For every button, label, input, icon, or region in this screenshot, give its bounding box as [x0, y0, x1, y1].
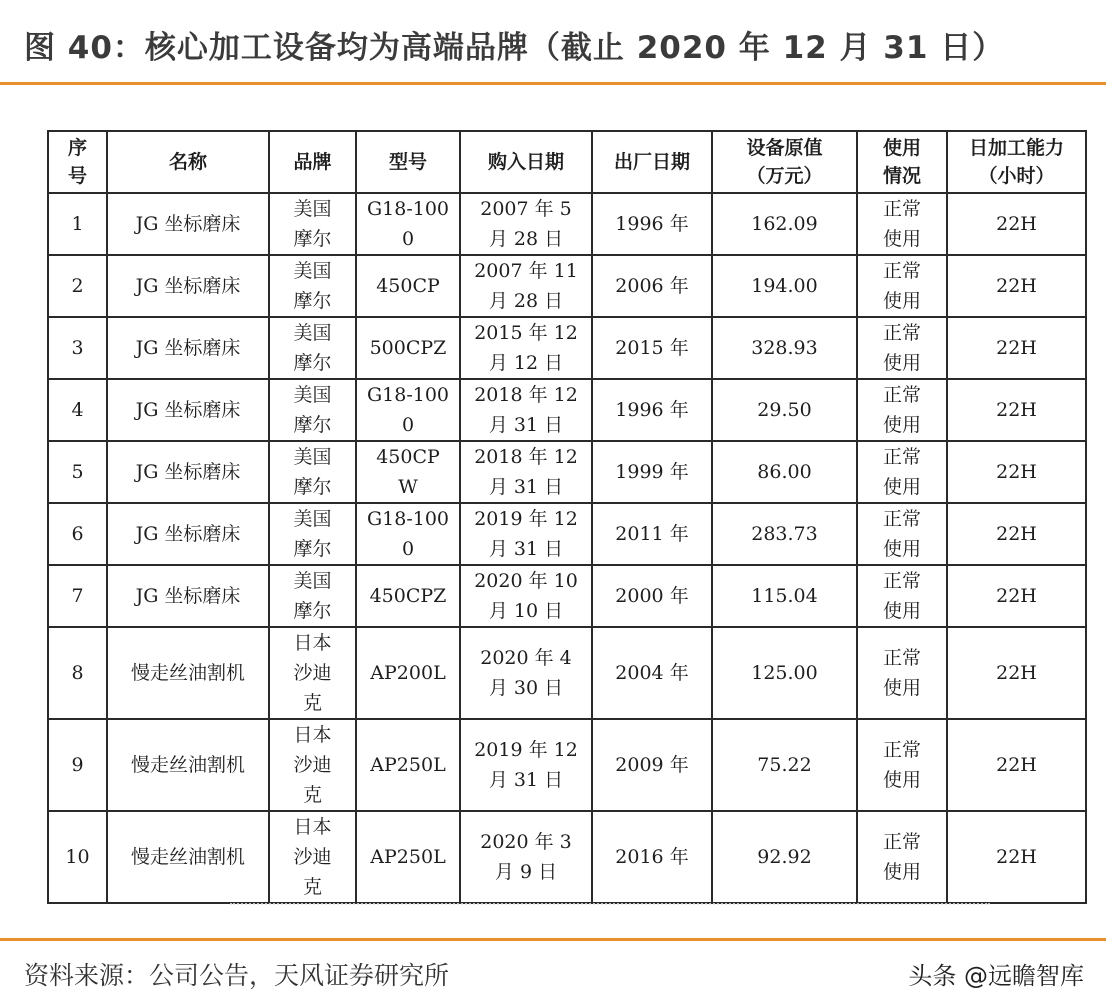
- cell-model: AP200L: [356, 627, 460, 719]
- cell-seq: 5: [48, 441, 107, 503]
- cell-brand: 美国 摩尔: [269, 379, 356, 441]
- cell-daily-capacity: 22H: [947, 811, 1086, 903]
- table-row: [48, 441, 1086, 503]
- cell-factory-date: 2000 年: [592, 565, 712, 627]
- cell-seq: 1: [48, 193, 107, 255]
- cell-factory-date: 1996 年: [592, 379, 712, 441]
- cell-original-value: 125.00: [712, 627, 857, 719]
- cell-daily-capacity: 22H: [947, 441, 1086, 503]
- cell-name: JG 坐标磨床: [107, 441, 269, 503]
- header-brand: 品牌: [269, 131, 356, 193]
- header-daily-capacity: 日加工能力 （小时）: [947, 131, 1086, 193]
- cell-original-value: 283.73: [712, 503, 857, 565]
- table-row: [48, 379, 1086, 441]
- cell-purchase-date: 2020 年 4 月 30 日: [460, 627, 592, 719]
- cell-name: 慢走丝油割机: [107, 811, 269, 903]
- cell-brand: 日本 沙迪 克: [269, 811, 356, 903]
- table-row: [48, 811, 1086, 903]
- cell-original-value: 29.50: [712, 379, 857, 441]
- header-name: 名称: [107, 131, 269, 193]
- cell-original-value: 115.04: [712, 565, 857, 627]
- cell-original-value: 86.00: [712, 441, 857, 503]
- cell-daily-capacity: 22H: [947, 565, 1086, 627]
- bottom-divider: [0, 938, 1106, 941]
- cell-purchase-date: 2007 年 5 月 28 日: [460, 193, 592, 255]
- header-factory-date: 出厂日期: [592, 131, 712, 193]
- cell-usage: 正常 使用: [857, 193, 947, 255]
- cell-daily-capacity: 22H: [947, 503, 1086, 565]
- cell-factory-date: 1999 年: [592, 441, 712, 503]
- faded-scan-line: [230, 903, 990, 915]
- top-divider: [0, 82, 1106, 85]
- table-body: [48, 193, 1086, 903]
- cell-usage: 正常 使用: [857, 317, 947, 379]
- cell-factory-date: 2015 年: [592, 317, 712, 379]
- cell-name: 慢走丝油割机: [107, 627, 269, 719]
- cell-factory-date: 2016 年: [592, 811, 712, 903]
- page-title: 图 40：核心加工设备均为高端品牌（截止 2020 年 12 月 31 日）: [24, 30, 1005, 66]
- cell-purchase-date: 2020 年 10 月 10 日: [460, 565, 592, 627]
- cell-name: JG 坐标磨床: [107, 379, 269, 441]
- cell-name: 慢走丝油割机: [107, 719, 269, 811]
- header-purchase-date: 购入日期: [460, 131, 592, 193]
- watermark: 头条 @远瞻智库: [908, 962, 1084, 990]
- header-model: 型号: [356, 131, 460, 193]
- table-row: [48, 627, 1086, 719]
- cell-brand: 日本 沙迪 克: [269, 719, 356, 811]
- cell-usage: 正常 使用: [857, 719, 947, 811]
- cell-daily-capacity: 22H: [947, 379, 1086, 441]
- cell-seq: 8: [48, 627, 107, 719]
- table-row: [48, 503, 1086, 565]
- cell-seq: 2: [48, 255, 107, 317]
- cell-usage: 正常 使用: [857, 379, 947, 441]
- cell-seq: 6: [48, 503, 107, 565]
- cell-name: JG 坐标磨床: [107, 193, 269, 255]
- cell-seq: 9: [48, 719, 107, 811]
- cell-seq: 7: [48, 565, 107, 627]
- cell-usage: 正常 使用: [857, 441, 947, 503]
- cell-original-value: 162.09: [712, 193, 857, 255]
- cell-brand: 美国 摩尔: [269, 255, 356, 317]
- cell-daily-capacity: 22H: [947, 627, 1086, 719]
- source-note: 资料来源：公司公告，天风证券研究所: [24, 961, 450, 990]
- cell-brand: 美国 摩尔: [269, 503, 356, 565]
- cell-seq: 3: [48, 317, 107, 379]
- cell-factory-date: 2009 年: [592, 719, 712, 811]
- cell-purchase-date: 2020 年 3 月 9 日: [460, 811, 592, 903]
- table-header-row: [48, 131, 1086, 193]
- cell-purchase-date: 2007 年 11 月 28 日: [460, 255, 592, 317]
- cell-factory-date: 2006 年: [592, 255, 712, 317]
- cell-model: 450CPZ: [356, 565, 460, 627]
- table-row: [48, 193, 1086, 255]
- cell-daily-capacity: 22H: [947, 255, 1086, 317]
- header-seq: 序 号: [48, 131, 107, 193]
- header-usage: 使用 情况: [857, 131, 947, 193]
- table-row: [48, 317, 1086, 379]
- table-row: [48, 719, 1086, 811]
- cell-usage: 正常 使用: [857, 627, 947, 719]
- cell-model: AP250L: [356, 719, 460, 811]
- cell-daily-capacity: 22H: [947, 193, 1086, 255]
- cell-brand: 美国 摩尔: [269, 441, 356, 503]
- cell-brand: 美国 摩尔: [269, 565, 356, 627]
- cell-seq: 10: [48, 811, 107, 903]
- cell-usage: 正常 使用: [857, 811, 947, 903]
- cell-model: AP250L: [356, 811, 460, 903]
- cell-purchase-date: 2015 年 12 月 12 日: [460, 317, 592, 379]
- cell-purchase-date: 2019 年 12 月 31 日: [460, 719, 592, 811]
- cell-name: JG 坐标磨床: [107, 255, 269, 317]
- header-original-value: 设备原值 （万元）: [712, 131, 857, 193]
- cell-factory-date: 2004 年: [592, 627, 712, 719]
- cell-brand: 美国 摩尔: [269, 317, 356, 379]
- cell-factory-date: 2011 年: [592, 503, 712, 565]
- cell-model: G18-100 0: [356, 193, 460, 255]
- cell-purchase-date: 2018 年 12 月 31 日: [460, 379, 592, 441]
- cell-original-value: 75.22: [712, 719, 857, 811]
- cell-seq: 4: [48, 379, 107, 441]
- cell-factory-date: 1996 年: [592, 193, 712, 255]
- cell-name: JG 坐标磨床: [107, 317, 269, 379]
- cell-model: G18-100 0: [356, 379, 460, 441]
- cell-brand: 日本 沙迪 克: [269, 627, 356, 719]
- cell-model: G18-100 0: [356, 503, 460, 565]
- equipment-table: [47, 130, 1087, 904]
- cell-daily-capacity: 22H: [947, 317, 1086, 379]
- cell-name: JG 坐标磨床: [107, 503, 269, 565]
- cell-usage: 正常 使用: [857, 255, 947, 317]
- table-row: [48, 565, 1086, 627]
- cell-name: JG 坐标磨床: [107, 565, 269, 627]
- cell-purchase-date: 2018 年 12 月 31 日: [460, 441, 592, 503]
- cell-usage: 正常 使用: [857, 503, 947, 565]
- cell-model: 450CP W: [356, 441, 460, 503]
- cell-original-value: 328.93: [712, 317, 857, 379]
- cell-model: 500CPZ: [356, 317, 460, 379]
- cell-purchase-date: 2019 年 12 月 31 日: [460, 503, 592, 565]
- table-row: [48, 255, 1086, 317]
- cell-original-value: 194.00: [712, 255, 857, 317]
- cell-daily-capacity: 22H: [947, 719, 1086, 811]
- cell-brand: 美国 摩尔: [269, 193, 356, 255]
- cell-model: 450CP: [356, 255, 460, 317]
- cell-original-value: 92.92: [712, 811, 857, 903]
- cell-usage: 正常 使用: [857, 565, 947, 627]
